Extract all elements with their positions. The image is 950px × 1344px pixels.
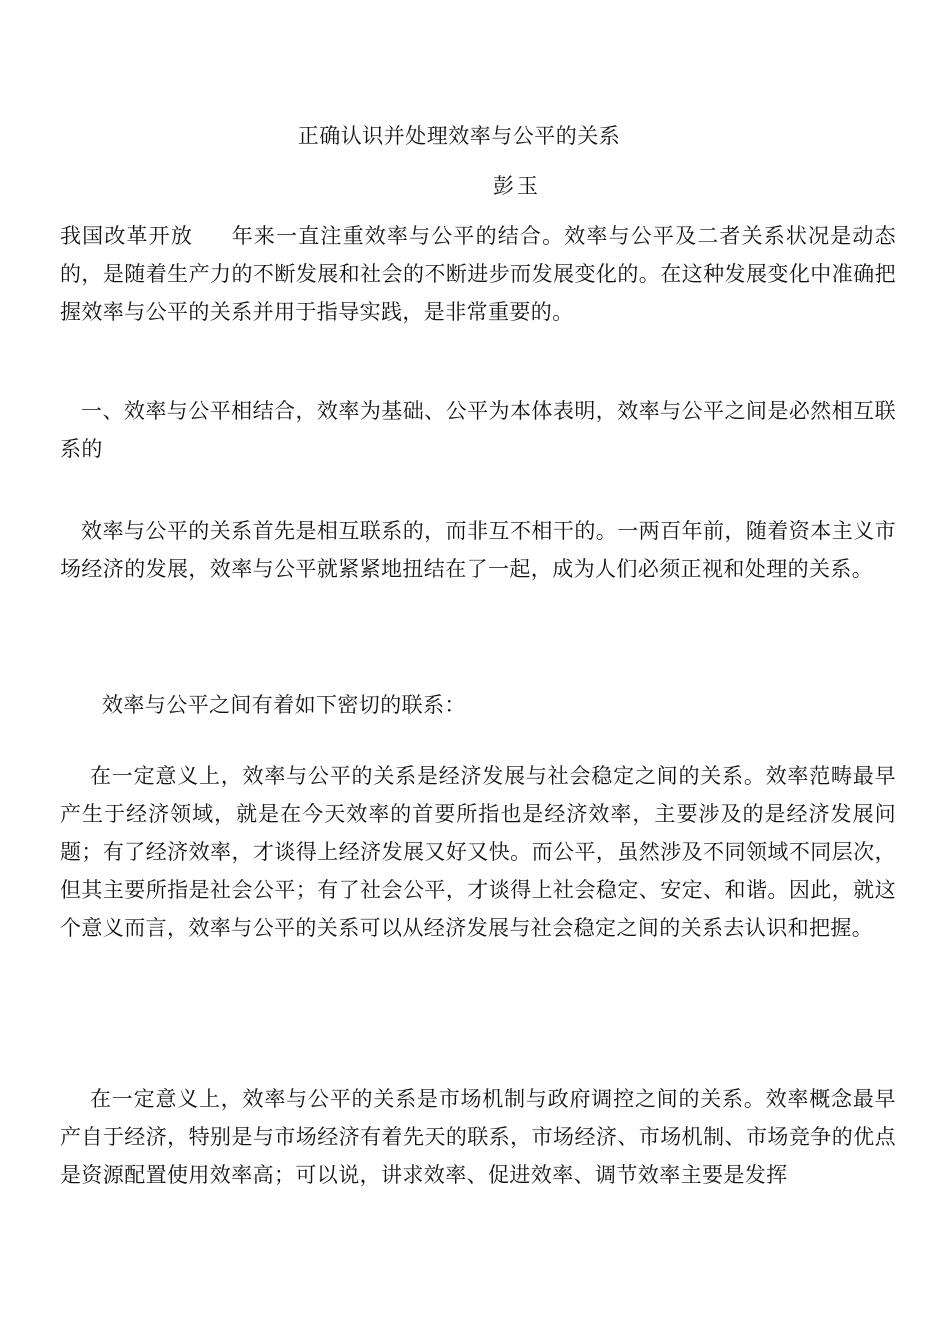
section-heading: 一、效率与公平相结合，效率为基础、公平为本体表明，效率与公平之间是必然相互联系的 [60,399,896,461]
paragraph-links-intro: 效率与公平之间有着如下密切的联系： [102,693,466,717]
paragraph-relation: 效率与公平的关系首先是相互联系的，而非互不相干的。一两百年前，随着资本主义市场经济的发展，效率与公平就紧紧地扭结在了一起，成为人们必须正视和处理的关系。 [60,519,896,581]
intro-start: 我国改革开放 [60,224,193,248]
intro-paragraph [60,217,896,331]
paragraph-market: 在一定意义上，效率与公平的关系是市场机制与政府调控之间的关系。效率概念最早产自于经济，特别是与市场经济有着先天的联系，市场经济、市场机制、市场竞争的优点是资源配置使用效率高；可以说，讲求效率、促进效率、调节效率主要是发挥 [60,1087,896,1187]
document-author: 彭玉 [493,174,541,198]
document-title: 正确认识并处理效率与公平的关系 [297,124,621,148]
intro-rest: 年来一直注重效率与公平的结合。效率与公平及二者关系状况是动态的，是随着生产力的不断发展和社会的不断进步而发展变化的。在这种发展变化中准确把握效率与公平的关系并用于指导实践，是非常重要的。 [60,224,896,324]
paragraph-economic: 在一定意义上，效率与公平的关系是经济发展与社会稳定之间的关系。效率范畴最早产生于经济领域，就是在今天效率的首要所指也是经济效率，主要涉及的是经济发展问题；有了经济效率，才谈得上经济发展又好又快。而公平，虽然涉及不同领域不同层次，但其主要所指是社会公平；有了社会公平，才谈得上社会稳定、安定、和谐。因此，就这个意义而言，效率与公平的关系可以从经济发展与社会稳定之间的关系去认识和把握。 [60,764,896,940]
